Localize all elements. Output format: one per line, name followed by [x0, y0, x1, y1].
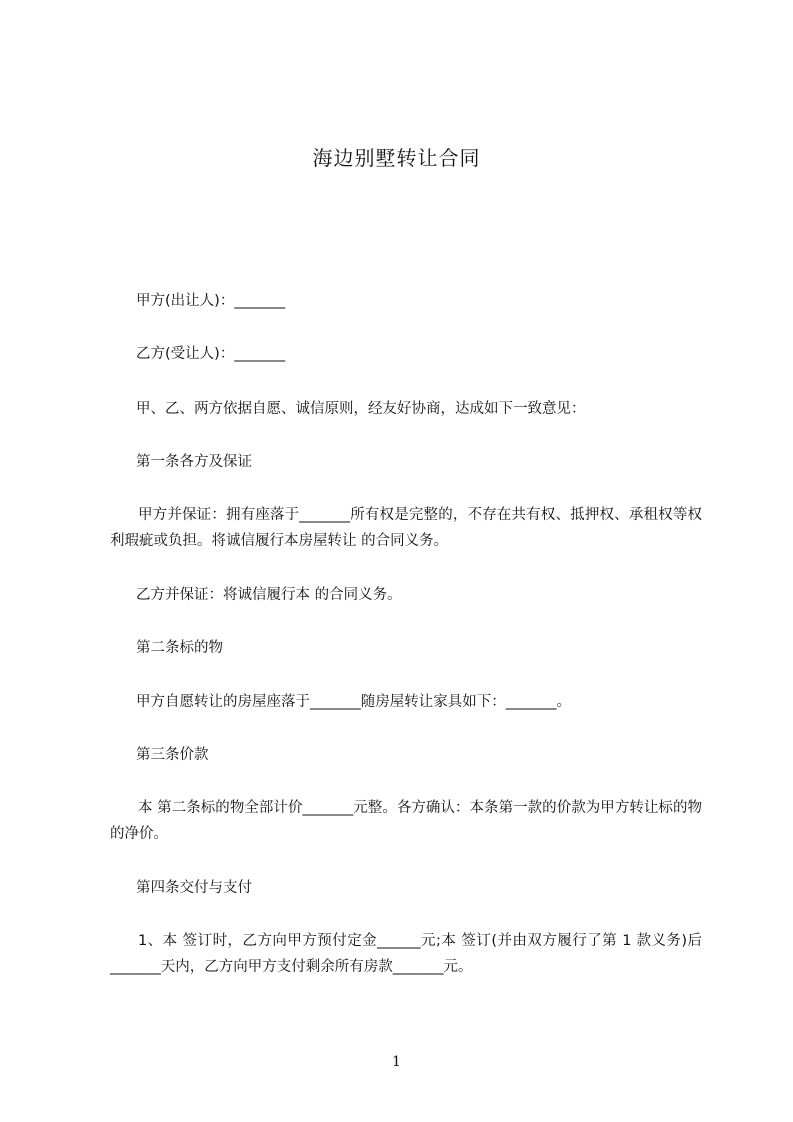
article-3-heading: 第三条价款	[136, 747, 209, 763]
paragraph-text: 本 第二条标的物全部计价_______元整。各方确认：本条第一款的价款为甲方转让标的物的净价。	[110, 800, 702, 842]
article-1-party-a-guarantee	[110, 502, 702, 554]
party-a-line: 甲方(出让人)：_______	[136, 293, 286, 309]
party-b-line: 乙方(受让人)：_______	[136, 346, 286, 362]
article-4-clause-1	[110, 928, 702, 980]
paragraph-text: 甲方并保证：拥有座落于_______所有权是完整的，不存在共有权、抵押权、承租权等权利瑕疵或负担。将诚信履行本房屋转让 的合同义务。	[110, 507, 702, 549]
article-1-party-b-guarantee: 乙方并保证：将诚信履行本 的合同义务。	[136, 587, 402, 603]
article-3-price	[110, 795, 702, 847]
paragraph-text: 1、本 签订时，乙方向甲方预付定金______元;本 签订(并由双方履行了第 1 款义务)后_______天内，乙方向甲方支付剩余所有房款_______元。	[110, 933, 702, 975]
article-1-heading: 第一条各方及保证	[136, 454, 252, 470]
article-2-heading: 第二条标的物	[136, 640, 223, 656]
article-4-heading: 第四条交付与支付	[136, 880, 252, 896]
preamble-paragraph: 甲、乙、两方依据自愿、诚信原则，经友好协商，达成如下一致意见：	[136, 401, 586, 417]
article-2-subject: 甲方自愿转让的房屋座落于_______随房屋转让家具如下：_______。	[136, 694, 571, 710]
document-title: 海边别墅转让合同	[312, 146, 481, 170]
page-number: 1	[392, 1054, 401, 1070]
